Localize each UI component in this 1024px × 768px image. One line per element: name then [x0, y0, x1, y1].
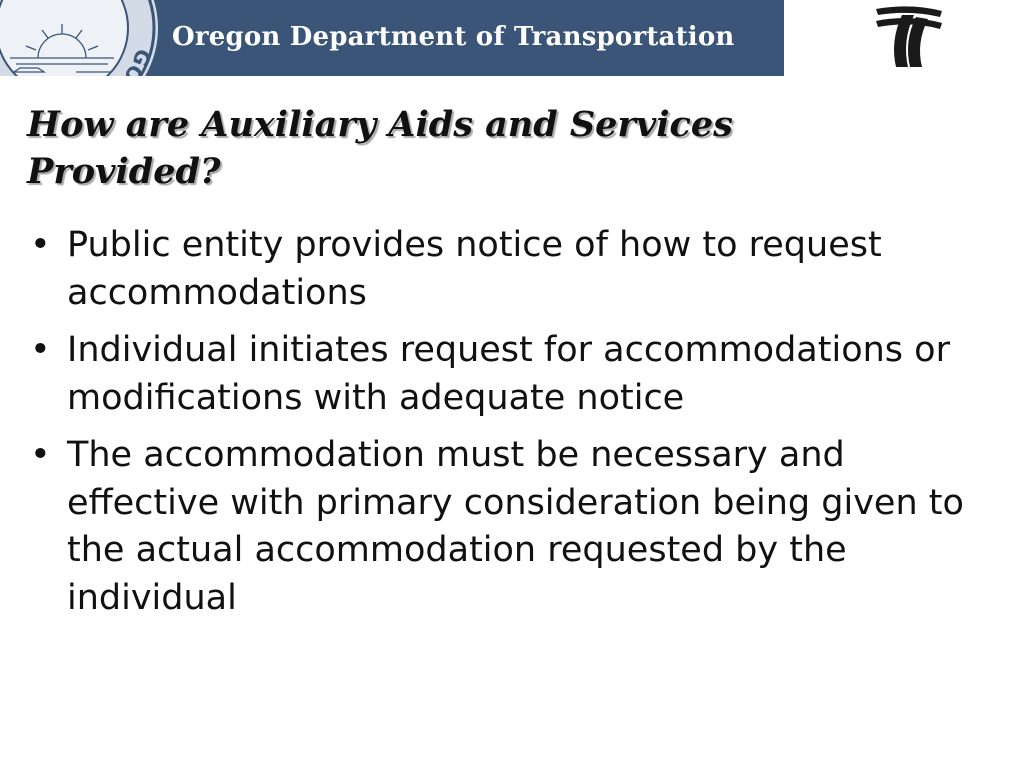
odot-logo-icon — [872, 5, 946, 71]
bullet-marker: • — [30, 225, 51, 265]
oregon-seal-icon — [0, 0, 160, 103]
header-banner — [0, 0, 784, 103]
bullet-marker: • — [30, 330, 51, 370]
bullet-marker: • — [30, 435, 51, 475]
bullet-text: The accommodation must be necessary and effective with primary consideration being given to the actual accommodation requested by the individual — [67, 435, 964, 618]
bullet-item — [30, 222, 1000, 317]
bullet-text: Public entity provides notice of how to request accommodations — [67, 225, 882, 313]
bullet-item — [30, 432, 1000, 622]
bullet-text: Individual initiates request for accommodations or modifications with adequate notice — [67, 330, 950, 418]
bullet-list — [30, 222, 1000, 632]
slide-title: How are Auxiliary Aids and Services Provided? — [27, 104, 733, 192]
banner-title: Oregon Department of Transportation — [172, 22, 735, 52]
seal-text: GON — [107, 45, 156, 103]
bullet-item — [30, 327, 1000, 422]
